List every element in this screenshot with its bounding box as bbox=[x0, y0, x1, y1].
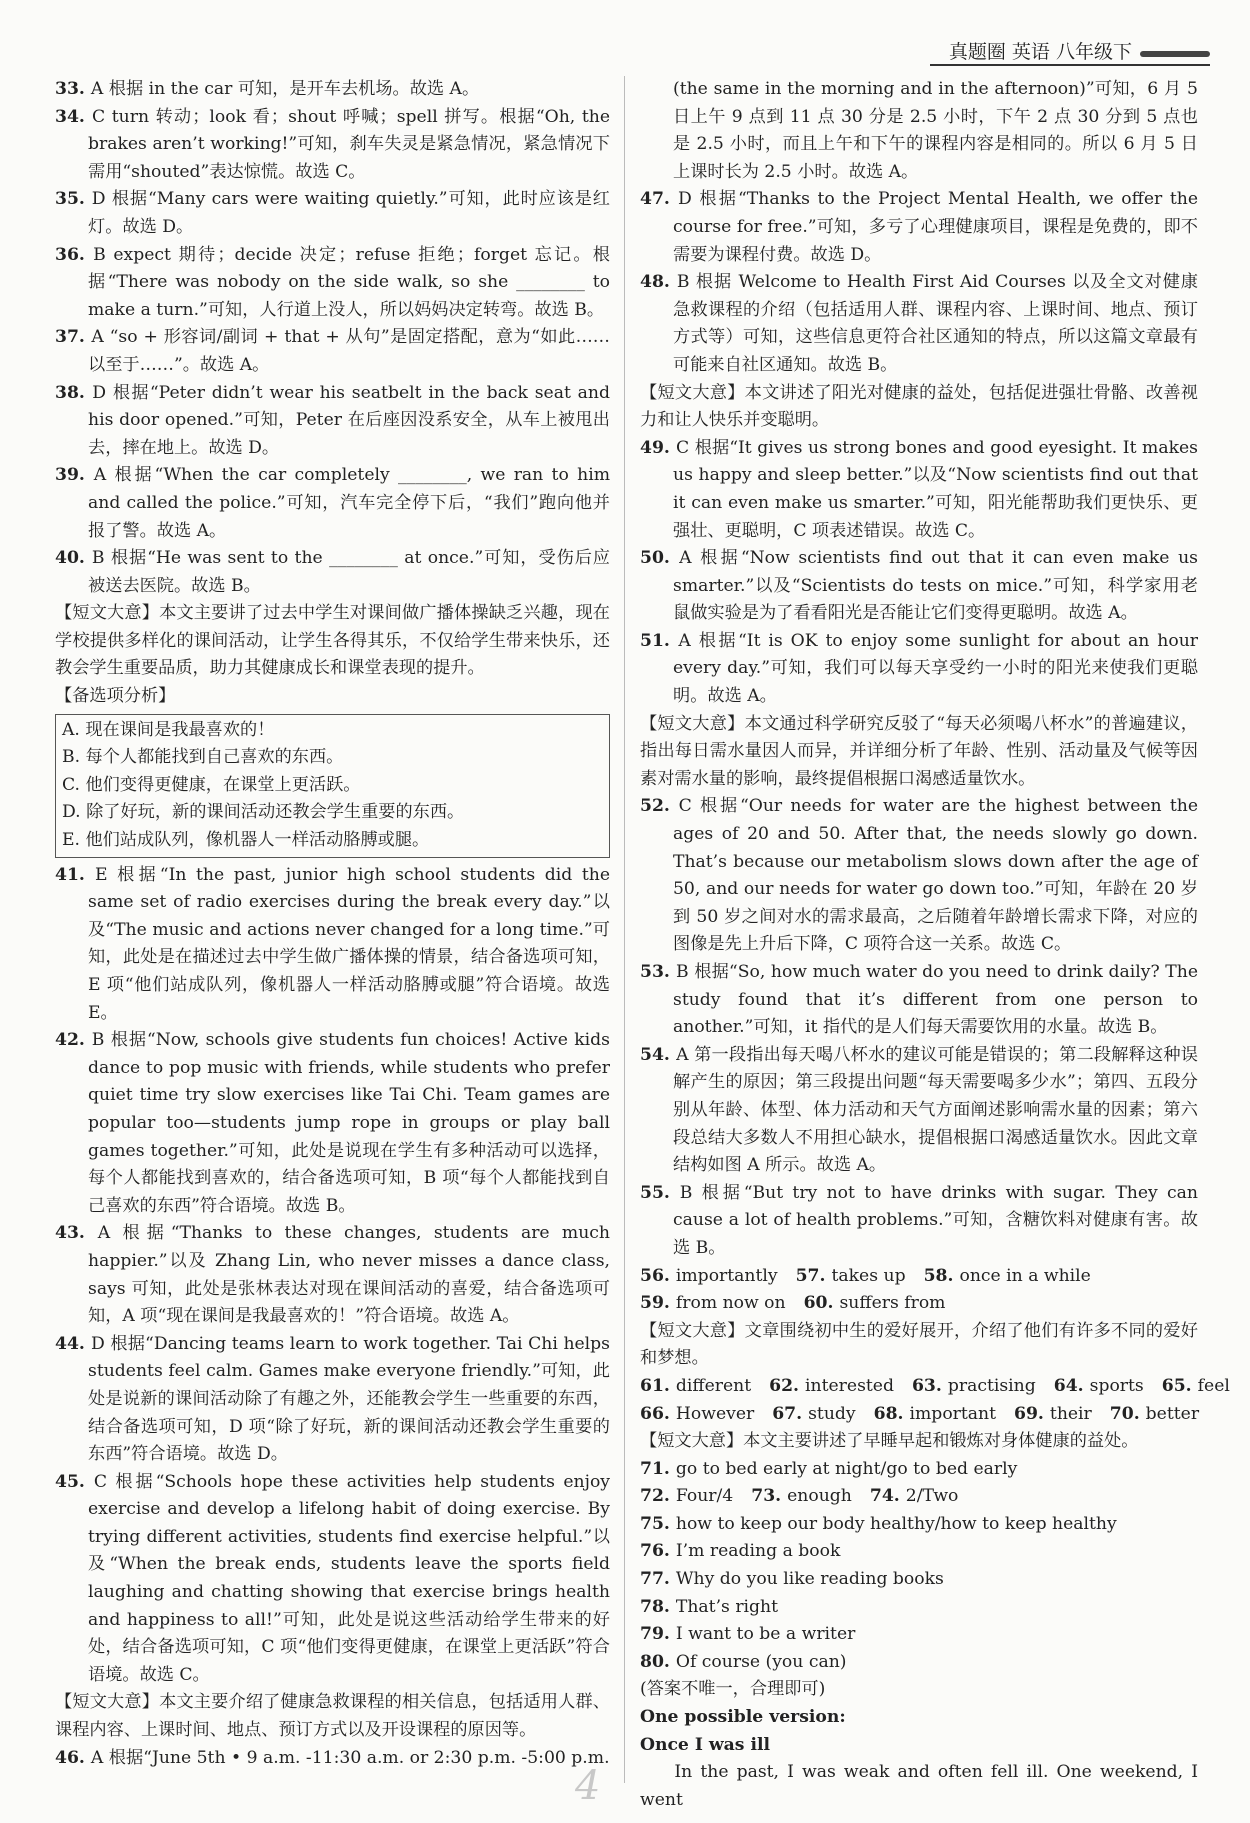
answer-text: enough bbox=[787, 1486, 852, 1507]
answer-number: 68. bbox=[873, 1403, 910, 1424]
essay-paragraph: In the past, I was weak and often fell ill. One weekend, I went bbox=[640, 1762, 1198, 1810]
header-series: 真题圈 bbox=[948, 41, 1006, 63]
answer-explanation: 根据“Now, schools give students fun choices! Active kids dance to pop music with friends, while students who prefer quiet time try slow exercises like Tai Chi. Team games are popular too—students jump rope in groups or play ball games together.”可知，此处是说现在学生有多种活动可以选择，每个人都能找到喜欢的，结合备选项可知，B 项“每个人都能找到自己喜欢的东西”符合语境。故选 B。 bbox=[88, 1030, 610, 1216]
answer-number: 44. bbox=[55, 1333, 92, 1354]
answer-text: feel bbox=[1197, 1375, 1230, 1396]
answer-explanation: 根据“Many cars were waiting quietly.”可知，此时应该是红灯。故选 D。 bbox=[88, 189, 610, 237]
answer-cell bbox=[640, 1566, 944, 1594]
answer-cell bbox=[870, 1483, 959, 1511]
answer-number: 38. bbox=[55, 382, 93, 403]
answer-item bbox=[55, 380, 610, 463]
left-column bbox=[55, 76, 610, 1772]
continued-explanation: (the same in the morning and in the afternoon)”可知，6 月 5 日上午 9 点到 11 点 30 分是 2.5 小时，下午 2 点 30 分到 5 点也是 2.5 小时，而且上午和下午的课程内容是相同的。所以 6 月 5 日上课时长为 2.5 小时。故选 A。 bbox=[673, 79, 1198, 182]
answer-choice: C bbox=[675, 437, 695, 458]
answer-cell bbox=[1054, 1373, 1144, 1401]
answer-explanation: 根据“But try not to have drinks with sugar. They can cause a lot of health problems.”可知，含糖饮料对健康有害。故选 B。 bbox=[673, 1182, 1198, 1258]
answer-text: different bbox=[675, 1375, 752, 1396]
options-box bbox=[55, 714, 610, 858]
answer-choice: A bbox=[93, 465, 115, 486]
answer-text: sports bbox=[1089, 1375, 1144, 1396]
passage-summary bbox=[55, 1689, 610, 1744]
answer-explanation: “so + 形容词/副词 + that + 从句”是固定搭配，意为“如此……以至于……”。故选 A。 bbox=[88, 327, 610, 375]
answer-number: 62. bbox=[769, 1375, 806, 1396]
answer-cell bbox=[924, 1263, 1091, 1291]
header-subject: 英语 bbox=[1011, 41, 1050, 63]
answer-number: 75. bbox=[640, 1513, 676, 1534]
answer-row bbox=[640, 1263, 1198, 1291]
answer-number: 57. bbox=[795, 1265, 832, 1286]
answer-number: 40. bbox=[55, 548, 92, 569]
answer-text: takes up bbox=[831, 1265, 906, 1286]
answer-number: 55. bbox=[640, 1182, 680, 1203]
answer-choice: A bbox=[97, 1223, 123, 1244]
header-rule bbox=[930, 64, 1210, 66]
answer-item bbox=[640, 1180, 1198, 1263]
header-decoration bbox=[1140, 51, 1210, 57]
answer-text: importantly bbox=[675, 1265, 778, 1286]
answer-explanation: 根据“Our needs for water are the highest between the ages of 20 and 50. After that, the needs slowly go down. That’s because our metabolism slows down after the age of 50, and our needs for water go down too.”可知，年龄在 20 岁到 50 岁之间对水的需求最高，之后随着年龄增长需求下降，对应的图像是先上升后下降，C 项符合这一关系。故选 C。 bbox=[673, 796, 1198, 955]
answer-number: 34. bbox=[55, 106, 93, 127]
answer-number: 80. bbox=[640, 1651, 676, 1672]
answer-cell bbox=[1110, 1401, 1199, 1429]
answer-item bbox=[55, 545, 610, 600]
answer-item bbox=[55, 186, 610, 241]
answer-number: 65. bbox=[1161, 1375, 1198, 1396]
summary-tag: 【短文大意】 bbox=[640, 713, 745, 734]
answer-number: 78. bbox=[640, 1596, 676, 1617]
options-analysis-title: 【备选项分析】 bbox=[55, 686, 176, 707]
answer-number: 42. bbox=[55, 1030, 92, 1051]
summary-text: 本文主要讲了过去中学生对课间做广播体操缺乏兴趣，现在学校提供多样化的课间活动，让学生各得其乐，不仅给学生带来快乐，还教会学生重要品质，助力其健康成长和课堂表现的提升。 bbox=[55, 603, 610, 679]
answer-explanation: 根据“When the car completely ________, we ran to him and called the police.”可知，汽车完全停下后，“我们”跑向他并报了警。故选 A。 bbox=[88, 465, 610, 541]
summary-text: 本文主要讲述了早睡早起和锻炼对身体健康的益处。 bbox=[743, 1431, 1139, 1452]
answer-explanation: 根据“Dancing teams learn to work together. Tai Chi helps students feel calm. Games make everyone friendly.”可知，此处是说新的课间活动除了有趣之外，还能教会学生一些重要的东西，结合备选项可知，D 项“除了好玩，新的课间活动还教会学生重要的东西”符合语境。故选 D。 bbox=[88, 1333, 611, 1465]
option-item: B. 每个人都能找到自己喜欢的东西。 bbox=[62, 747, 344, 768]
answer-number: 53. bbox=[640, 962, 677, 982]
answer-choice: D bbox=[91, 1333, 111, 1354]
answer-number: 77. bbox=[640, 1569, 676, 1590]
answer-number: 56. bbox=[640, 1265, 676, 1286]
answer-row bbox=[640, 1566, 1198, 1594]
answer-number: 48. bbox=[640, 272, 677, 293]
answer-cell bbox=[640, 1621, 855, 1649]
answer-choice: B bbox=[676, 962, 695, 982]
answer-number: 76. bbox=[640, 1541, 676, 1562]
passage-summary bbox=[640, 380, 1198, 435]
answer-text: 2/Two bbox=[905, 1486, 959, 1507]
answer-text: their bbox=[1049, 1403, 1092, 1424]
answer-number: 36. bbox=[55, 244, 94, 265]
answer-number: 49. bbox=[640, 437, 676, 458]
answer-number: 47. bbox=[640, 189, 679, 210]
summary-text: 本文主要介绍了健康急救课程的相关信息，包括适用人群、课程内容、上课时间、地点、预订方式以及开设课程的原因等。 bbox=[55, 1692, 610, 1741]
answer-row bbox=[640, 1538, 1198, 1566]
answer-number: 33. bbox=[55, 79, 91, 99]
answer-item bbox=[55, 1745, 610, 1773]
answer-item bbox=[55, 1331, 610, 1469]
answer-text: go to bed early at night/go to bed early bbox=[675, 1458, 1018, 1479]
answer-cell bbox=[772, 1401, 855, 1429]
answer-text: from now on bbox=[675, 1293, 786, 1314]
answer-cell bbox=[640, 1263, 778, 1291]
answer-number: 39. bbox=[55, 465, 94, 486]
answer-explanation: 根据“Thanks to the Project Mental Health, we offer the course for free.”可知，多亏了心理健康项目，课程是免费的，即不需要为课程付费。故选 D。 bbox=[673, 189, 1198, 265]
answer-choice: A bbox=[91, 327, 110, 348]
option-item: C. 他们变得更健康，在课堂上更活跃。 bbox=[62, 774, 361, 795]
answer-text: practising bbox=[947, 1375, 1036, 1396]
option-item: D. 除了好玩，新的课间活动还教会学生重要的东西。 bbox=[62, 802, 465, 823]
answer-choice: B bbox=[91, 548, 111, 569]
answer-explanation: 根据“It gives us strong bones and good eyesight. It makes us happy and sleep better.”以及“Now scientists find out that it can even make us smarter.”可知，阳光能帮助我们更快乐、更强壮、更聪明，C 项表述错误。故选 C。 bbox=[673, 437, 1198, 541]
answer-number: 51. bbox=[640, 630, 679, 651]
answer-number: 73. bbox=[751, 1486, 788, 1507]
answer-cell bbox=[640, 1483, 733, 1511]
answer-number: 79. bbox=[640, 1624, 676, 1645]
sample-label bbox=[640, 1704, 1198, 1732]
answer-text: Four/4 bbox=[675, 1486, 734, 1507]
summary-tag: 【短文大意】 bbox=[640, 1431, 744, 1452]
answer-choice: A bbox=[90, 79, 109, 99]
answer-cell bbox=[640, 1401, 754, 1429]
answer-choice: E bbox=[95, 864, 118, 885]
answer-explanation: 根据“So, how much water do you need to drink daily? The study found that it’s different from one person to another.”可知，it 指代的是人们每天需要饮用的水量。故选 B。 bbox=[673, 962, 1198, 1038]
header-grade: 八年级下 bbox=[1055, 41, 1132, 63]
answer-explanation: 第一段指出每天喝八杯水的建议可能是错误的；第二段解释这种误解产生的原因；第三段提出问题“每天需要喝多少水”；第四、五段分别从年龄、体型、体力活动和天气方面阐述影响需水量的因素；第六段总结大多数人不用担心缺水，提倡根据口渴感适量饮水。因此文章结构如图 A 所示。故选 A。 bbox=[673, 1044, 1198, 1176]
answer-text: That’s right bbox=[675, 1596, 779, 1617]
page-header bbox=[620, 38, 1210, 64]
answer-number: 64. bbox=[1053, 1375, 1090, 1396]
essay-title: Once I was ill bbox=[640, 1734, 771, 1755]
answer-number: 66. bbox=[640, 1403, 676, 1424]
summary-tag: 【短文大意】 bbox=[55, 1692, 160, 1713]
answer-cell bbox=[1014, 1401, 1092, 1429]
answer-number: 70. bbox=[1109, 1403, 1146, 1424]
answer-number: 45. bbox=[55, 1471, 94, 1492]
answer-text: interested bbox=[805, 1375, 894, 1396]
answer-choice: D bbox=[91, 189, 112, 210]
answer-choice: B bbox=[676, 272, 696, 293]
passage-summary bbox=[640, 1428, 1198, 1456]
answer-item bbox=[640, 628, 1198, 711]
summary-tag: 【短文大意】 bbox=[55, 603, 160, 624]
answer-text: suffers from bbox=[839, 1293, 946, 1314]
answer-cell bbox=[640, 1290, 786, 1318]
answer-cell bbox=[796, 1263, 906, 1291]
answer-number: 59. bbox=[640, 1293, 676, 1314]
answer-text: important bbox=[909, 1403, 997, 1424]
answer-cell bbox=[640, 1649, 846, 1677]
answer-explanation: 根据 in the car 可知，是开车去机场。故选 A。 bbox=[108, 79, 480, 99]
answer-row bbox=[640, 1401, 1198, 1429]
summary-text: 文章围绕初中生的爱好展开，介绍了他们有许多不同的爱好和梦想。 bbox=[640, 1320, 1198, 1369]
answer-cell bbox=[804, 1290, 946, 1318]
answer-text: once in a while bbox=[959, 1265, 1091, 1286]
right-column bbox=[640, 76, 1230, 1814]
answer-item bbox=[55, 1220, 610, 1330]
answer-row bbox=[640, 1456, 1198, 1484]
answer-item bbox=[55, 324, 610, 379]
page-number: 4 bbox=[575, 1763, 601, 1809]
answer-row bbox=[640, 1511, 1198, 1539]
answer-choice: A bbox=[678, 630, 699, 651]
answer-explanation: 根据“June 5th • 9 a.m. -11:30 a.m. or 2:30 p.m. -5:00 p.m. bbox=[108, 1747, 610, 1768]
answer-item bbox=[640, 435, 1198, 545]
answer-cell bbox=[640, 1538, 840, 1566]
answer-choice: D bbox=[92, 382, 113, 403]
answer-number: 35. bbox=[55, 189, 92, 210]
answer-explanation: 根据“Schools hope these activities help students enjoy exercise and develop a lifelong habit of doing exercise. By trying different activities, students find exercise helpful.”以及“When the break ends, students leave the sports field laughing and chatting showing that exercise brings health and happiness to all!”可知，此处是说这些活动给学生带来的好处，结合备选项可知，C 项“他们变得更健康，在课堂上更活跃”符合语境。故选 C。 bbox=[88, 1471, 610, 1685]
answer-note: (答案不唯一，合理即可) bbox=[640, 1679, 826, 1700]
passage-summary bbox=[55, 600, 610, 683]
answer-text: better bbox=[1145, 1403, 1200, 1424]
answer-number: 63. bbox=[911, 1375, 948, 1396]
answer-choice: C bbox=[93, 1471, 116, 1492]
column-divider bbox=[624, 76, 625, 1783]
summary-text: 本文通过科学研究反驳了“每天必须喝八杯水”的普遍建议，指出每日需水量因人而异，并详细分析了年龄、性别、活动量及气候等因素对需水量的影响，最终提倡根据口渴感适量饮水。 bbox=[640, 713, 1198, 789]
answer-explanation: 根据“It is OK to enjoy some sunlight for about an hour every day.”可知，我们可以每天享受约一小时的阳光来使我们更聪明。故选 A。 bbox=[673, 630, 1198, 707]
answer-number: 37. bbox=[55, 327, 92, 348]
passage-summary bbox=[640, 1318, 1198, 1373]
answer-item bbox=[55, 462, 610, 545]
answer-item bbox=[55, 242, 610, 325]
answer-row bbox=[640, 1483, 1198, 1511]
answer-item bbox=[640, 186, 1198, 269]
answer-row bbox=[640, 1594, 1198, 1622]
answer-item bbox=[640, 1042, 1198, 1180]
answer-explanation: 根据“He was sent to the ________ at once.”可知，受伤后应被送去医院。故选 B。 bbox=[88, 548, 610, 596]
answer-explanation: 根据“Thanks to these changes, students are much happier.”以及 Zhang Lin, who never misses a dance class, says 可知，此处是张林表达对现在课间活动的喜爱，结合备选项可知，A 项“现在课间是我最喜欢的！”符合语境。故选 A。 bbox=[88, 1223, 610, 1327]
answer-number: 61. bbox=[640, 1375, 676, 1396]
answer-row bbox=[640, 1290, 1198, 1318]
answer-number: 41. bbox=[55, 864, 96, 885]
answer-row bbox=[640, 1373, 1230, 1401]
sample-label-text: One possible version: bbox=[640, 1707, 846, 1728]
answer-item bbox=[640, 959, 1198, 1042]
answer-text: I’m reading a book bbox=[675, 1541, 841, 1562]
answer-choice: B bbox=[91, 1030, 111, 1051]
summary-text: 本文讲述了阳光对健康的益处，包括促进强壮骨骼、改善视力和让人快乐并变聪明。 bbox=[640, 382, 1198, 431]
answer-choice: B bbox=[93, 244, 114, 265]
answer-explanation: turn 转动；look 看；shout 呼喊；spell 拼写。根据“Oh, the brakes aren’t working!”可知，刹车失灵是紧急情况，紧急情况下需用“shouted”表达惊慌。故选 C。 bbox=[88, 106, 610, 182]
answer-text: Why do you like reading books bbox=[675, 1569, 944, 1590]
answer-item bbox=[55, 76, 610, 104]
option-item: A. 现在课间是我最喜欢的！ bbox=[62, 719, 275, 740]
answer-row bbox=[640, 1621, 1198, 1649]
option-item: E. 他们站成队列，像机器人一样活动胳膊或腿。 bbox=[62, 830, 430, 851]
answer-text: I want to be a writer bbox=[675, 1624, 856, 1645]
answer-cell bbox=[640, 1594, 778, 1622]
answer-item bbox=[640, 545, 1198, 628]
answer-number: 74. bbox=[869, 1486, 906, 1507]
answer-number: 58. bbox=[923, 1265, 960, 1286]
answer-text: However bbox=[675, 1403, 755, 1424]
answer-cell bbox=[912, 1373, 1036, 1401]
answer-item bbox=[640, 793, 1198, 959]
answer-cell bbox=[640, 1456, 1017, 1484]
answer-item bbox=[55, 1469, 610, 1690]
answer-choice: C bbox=[678, 796, 701, 817]
answer-text: study bbox=[808, 1403, 856, 1424]
answer-explanation: 根据“Now scientists find out that it can even make us smarter.”以及“Scientists do tests on mice.”可知，科学家用老鼠做实验是为了看看阳光是否能让它们变得更聪明。故选 A。 bbox=[673, 548, 1198, 624]
answer-row bbox=[640, 1649, 1198, 1677]
answer-number: 50. bbox=[640, 548, 680, 569]
answer-number: 72. bbox=[640, 1486, 676, 1507]
summary-tag: 【短文大意】 bbox=[640, 1320, 745, 1341]
summary-tag: 【短文大意】 bbox=[640, 382, 745, 403]
answer-choice: D bbox=[678, 189, 700, 210]
passage-summary bbox=[640, 711, 1198, 794]
answer-number: 46. bbox=[55, 1747, 91, 1768]
answer-number: 71. bbox=[640, 1458, 676, 1479]
answer-choice: A bbox=[679, 548, 701, 569]
answer-number: 52. bbox=[640, 796, 679, 817]
answer-text: Of course (you can) bbox=[675, 1651, 847, 1672]
answer-cell bbox=[640, 1373, 751, 1401]
answer-number: 67. bbox=[772, 1403, 809, 1424]
answer-explanation: 根据“In the past, junior high school students did the same set of radio exercises during the break every day.”以及“The music and actions never changed for a long time.”可知，此处是在描述过去中学生做广播体操的情景，结合备选项可知，E 项“他们站成队列，像机器人一样活动胳膊或腿”符合语境。故选 E。 bbox=[88, 864, 611, 1023]
answer-choice: A bbox=[676, 1044, 695, 1065]
answer-cell bbox=[751, 1483, 852, 1511]
answer-item bbox=[55, 104, 610, 187]
answer-choice: A bbox=[90, 1747, 109, 1768]
answer-item bbox=[640, 269, 1198, 379]
answer-cell bbox=[874, 1401, 996, 1429]
answer-text: how to keep our body healthy/how to keep healthy bbox=[675, 1513, 1117, 1534]
answer-item bbox=[55, 1027, 610, 1220]
answer-number: 60. bbox=[803, 1293, 840, 1314]
answer-explanation: 根据 Welcome to Health First Aid Courses 以及全文对健康急救课程的介绍（包括适用人群、课程内容、上课时间、地点、预订方式等）可知，这些信息更符合社区通知的特点，所以这篇文章最有可能来自社区通知。故选 B。 bbox=[673, 272, 1198, 375]
answer-number: 43. bbox=[55, 1223, 98, 1244]
answer-cell bbox=[1162, 1373, 1230, 1401]
answer-number: 69. bbox=[1014, 1403, 1050, 1424]
answer-number: 54. bbox=[640, 1044, 677, 1065]
answer-cell bbox=[640, 1511, 1117, 1539]
answer-explanation: 根据“Peter didn’t wear his seatbelt in the back seat and his door opened.”可知，Peter 在后座因没系安全，从车上被甩出去，摔在地上。故选 D。 bbox=[88, 382, 611, 458]
answer-cell bbox=[769, 1373, 894, 1401]
answer-choice: B bbox=[679, 1182, 702, 1203]
answer-explanation: expect 期待；decide 决定；refuse 拒绝；forget 忘记。根据“There was nobody on the side walk, so she ________ to make a turn.”可知，人行道上没人，所以妈妈决定转弯。故选 B。 bbox=[88, 244, 610, 320]
answer-choice: C bbox=[92, 106, 112, 127]
answer-item bbox=[55, 862, 610, 1028]
